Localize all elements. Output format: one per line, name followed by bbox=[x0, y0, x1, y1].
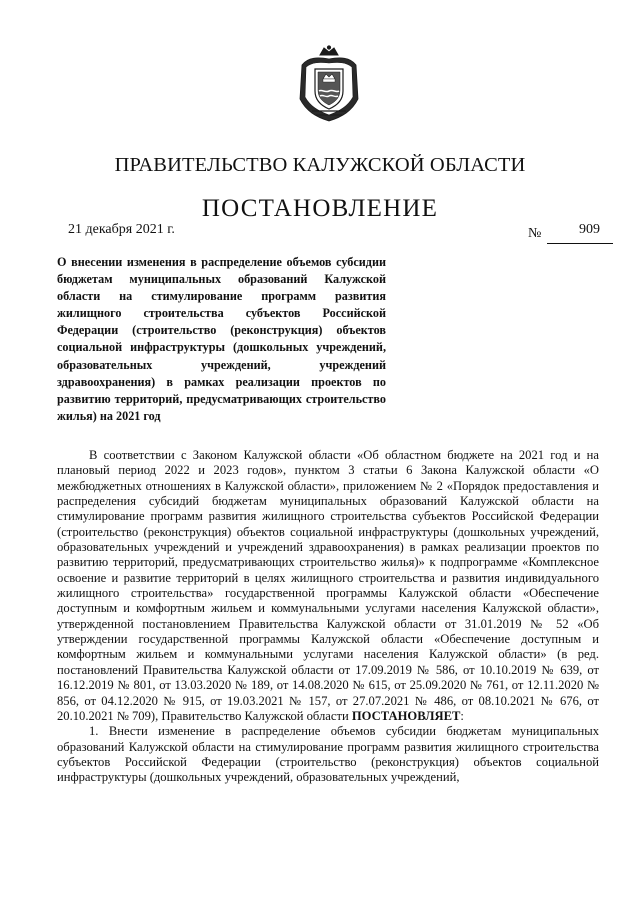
document-body bbox=[57, 448, 599, 786]
coat-of-arms-emblem bbox=[298, 45, 360, 123]
preamble-paragraph bbox=[57, 448, 599, 724]
item-1-paragraph: 1. Внести изменение в распределение объемов субсидии бюджетам муниципальных образований Калужской области на стимулирование программ развития жилищного строительства субъектов Российской Федерации (строительство (реконструкция) объектов социальной инфраструктуры (дошкольных учреждений, образовательных учреждений, bbox=[57, 724, 599, 785]
preamble-text: В соответствии с Законом Калужской области «Об областном бюджете на 2021 год и на плановый период 2022 и 2023 годов», пунктом 3 статьи 6 Закона Калужской области «О межбюджетных отношениях в Калужской области», приложением № 2 «Порядок предоставления и распределения субсидий бюджетам муниципальных образований Калужской области на стимулирование программ развития жилищного строительства субъектов Российской Федерации (строительство (реконструкция) объектов социальной инфраструктуры (дошкольных учреждений, образовательных учреждений и учреждений здравоохранения) в рамках реализации проектов по развитию территорий, предусматривающих строительство жилья)» к подпрограмме «Комплексное освоение и развитие территорий в целях жилищного строительства и развития индивидуального жилищного строительства» государственной программы Калужской области «Обеспечение доступным и комфортным жильем и коммунальными услугами населения Калужской области», утвержденной постановлением Правительства Калужской области от 31.01.2019 № 52 «Об утверждении государственной программы Калужской области «Обеспечение доступным и комфортным жильем и коммунальными услугами населения Калужской области» (в ред. постановлений Правительства Калужской области от 17.09.2019 № 586, от 10.10.2019 № 639, от 16.12.2019 № 801, от 13.03.2020 № 189, от 14.08.2020 № 615, от 25.09.2020 № 761, от 12.11.2020 № 856, от 04.12.2020 № 915, от 19.03.2021 № 157, от 27.07.2021 № 486, от 08.10.2021 № 676, от 20.10.2021 № 709), Правительство Калужской области bbox=[57, 448, 599, 723]
document-number-label: № bbox=[528, 226, 542, 241]
government-name: ПРАВИТЕЛЬСТВО КАЛУЖСКОЙ ОБЛАСТИ bbox=[114, 154, 526, 176]
document-subject: О внесении изменения в распределение объемов субсидии бюджетам муниципальных образований Калужской области на стимулирование программ развития жилищного строительства субъектов Российской Федерации (строительство (реконструкция) объектов социальной инфраструктуры (дошкольных учреждений, образовательных учреждений, учреждений здравоохранения) в рамках реализации проектов по развитию территорий, предусматривающих строительство жилья) на 2021 год bbox=[57, 255, 386, 423]
resolves-colon: : bbox=[460, 708, 464, 723]
resolves-keyword: ПОСТАНОВЛЯЕТ bbox=[351, 708, 461, 723]
document-number: 909 bbox=[579, 222, 600, 237]
document-number-underline bbox=[547, 243, 613, 244]
document-type-title: ПОСТАНОВЛЕНИЕ bbox=[201, 195, 439, 222]
document-date: 21 декабря 2021 г. bbox=[68, 222, 175, 237]
